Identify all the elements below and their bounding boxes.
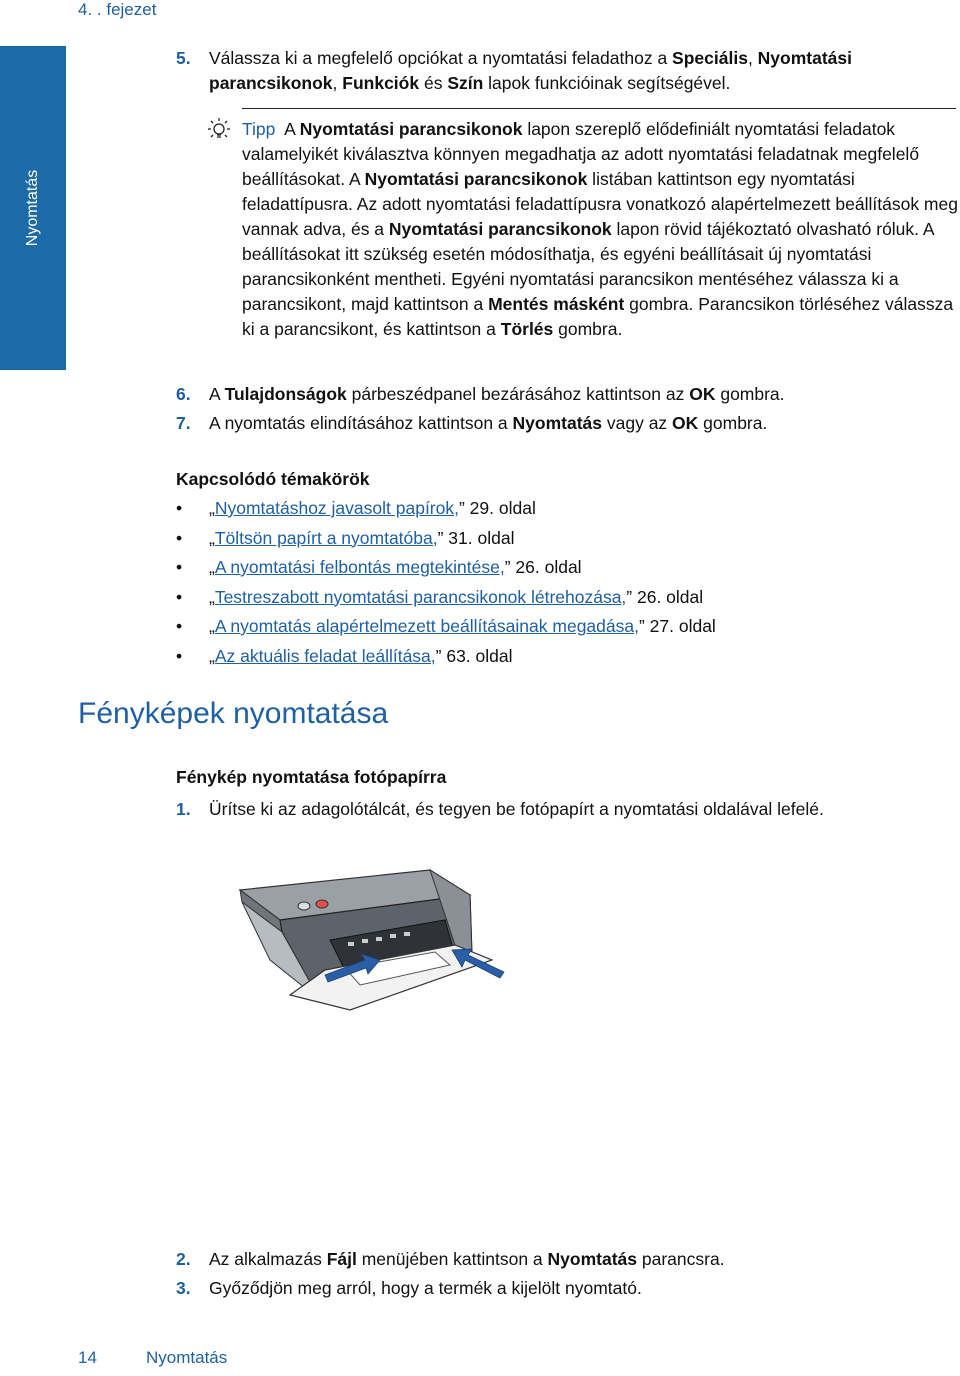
step-number: 1.: [176, 799, 191, 819]
step-number: 5.: [176, 48, 191, 68]
related-link[interactable]: A nyomtatás alapértelmezett beállításainak megadása,: [214, 616, 639, 636]
related-link[interactable]: Töltsön papírt a nyomtatóba,: [214, 527, 438, 548]
step-text: Az alkalmazás Fájl menüjében kattintson a Nyomtatás parancsra.: [209, 1249, 725, 1269]
footer-chapter-name: Nyomtatás: [146, 1348, 228, 1367]
step-5: [176, 46, 960, 98]
related-link[interactable]: Testreszabott nyomtatási parancsikonok létrehozása,: [214, 586, 627, 607]
chapter-header: 4. . fejezet: [78, 0, 157, 19]
page-number: 14: [78, 1348, 97, 1367]
step-number: 6.: [176, 384, 191, 404]
step-text: Ürítse ki az adagolótálcát, és tegyen be fotópapírt a nyomtatási oldalával lefelé.: [209, 799, 824, 819]
side-tab-label: Nyomtatás: [24, 169, 41, 247]
photo-step-2: [176, 1247, 960, 1272]
section-title: Fényképek nyomtatása: [78, 697, 389, 730]
tip-label: Tipp: [242, 119, 276, 139]
photo-step-1: [176, 797, 960, 822]
tip-text: Tipp A Nyomtatási parancsikonok lapon szereplő elődefiniált nyomtatási feladatok valamelyikét kiválasztva könnyen megadhatja az adott nyomtatási feladatnak megfelelő beállításokat. A Nyomtatási parancsikonok listában kattintson egy nyomtatási feladattípusra. Az adott nyomtatási feladattípusra vonatkozó alapértelmezett beállítások meg vannak adva, és a Nyomtatási parancsikonok lapon rövid tájékoztató olvasható róluk. A beállításokat itt szükség esetén módosíthatja, és egyéni beállításait új nyomtatási parancsikonként mentheti. Egyéni nyomtatási parancsikon mentéséhez válassza ki a parancsikont, majd kattintson a Mentés másként gombra. Parancsikon törléséhez válassza ki a parancsikont, és kattintson a Törlés gombra.: [242, 119, 958, 339]
tip-divider: [242, 108, 956, 109]
photo-step-3: [176, 1276, 960, 1301]
step-number: 3.: [176, 1278, 191, 1298]
step-text: A Tulajdonságok párbeszédpanel bezárásához kattintson az OK gombra.: [209, 384, 785, 404]
subsection-title: Fénykép nyomtatása fotópapírra: [176, 767, 447, 787]
step-6: [176, 382, 960, 407]
related-link[interactable]: A nyomtatási felbontás megtekintése,: [214, 557, 505, 577]
step-7: [176, 411, 960, 436]
step-text: Győződjön meg arról, hogy a termék a kijelölt nyomtató.: [209, 1278, 642, 1298]
printer-illustration: [230, 860, 510, 1015]
related-link[interactable]: Az aktuális feladat leállítása,: [214, 645, 436, 666]
side-tab: [0, 46, 66, 370]
step-text: A nyomtatás elindításához kattintson a Nyomtatás vagy az OK gombra.: [209, 413, 768, 433]
step-number: 7.: [176, 413, 191, 433]
related-link[interactable]: Nyomtatáshoz javasolt papírok,: [214, 498, 459, 518]
step-text: Válassza ki a megfelelő opciókat a nyomtatási feladathoz a Speciális, Nyomtatási parancsikonok, Funkciók és Szín lapok funkcióinak segítségével.: [209, 48, 853, 93]
step-number: 2.: [176, 1249, 191, 1269]
lightbulb-icon: [206, 117, 232, 143]
related-topics-title: Kapcsolódó témakörök: [176, 469, 370, 489]
